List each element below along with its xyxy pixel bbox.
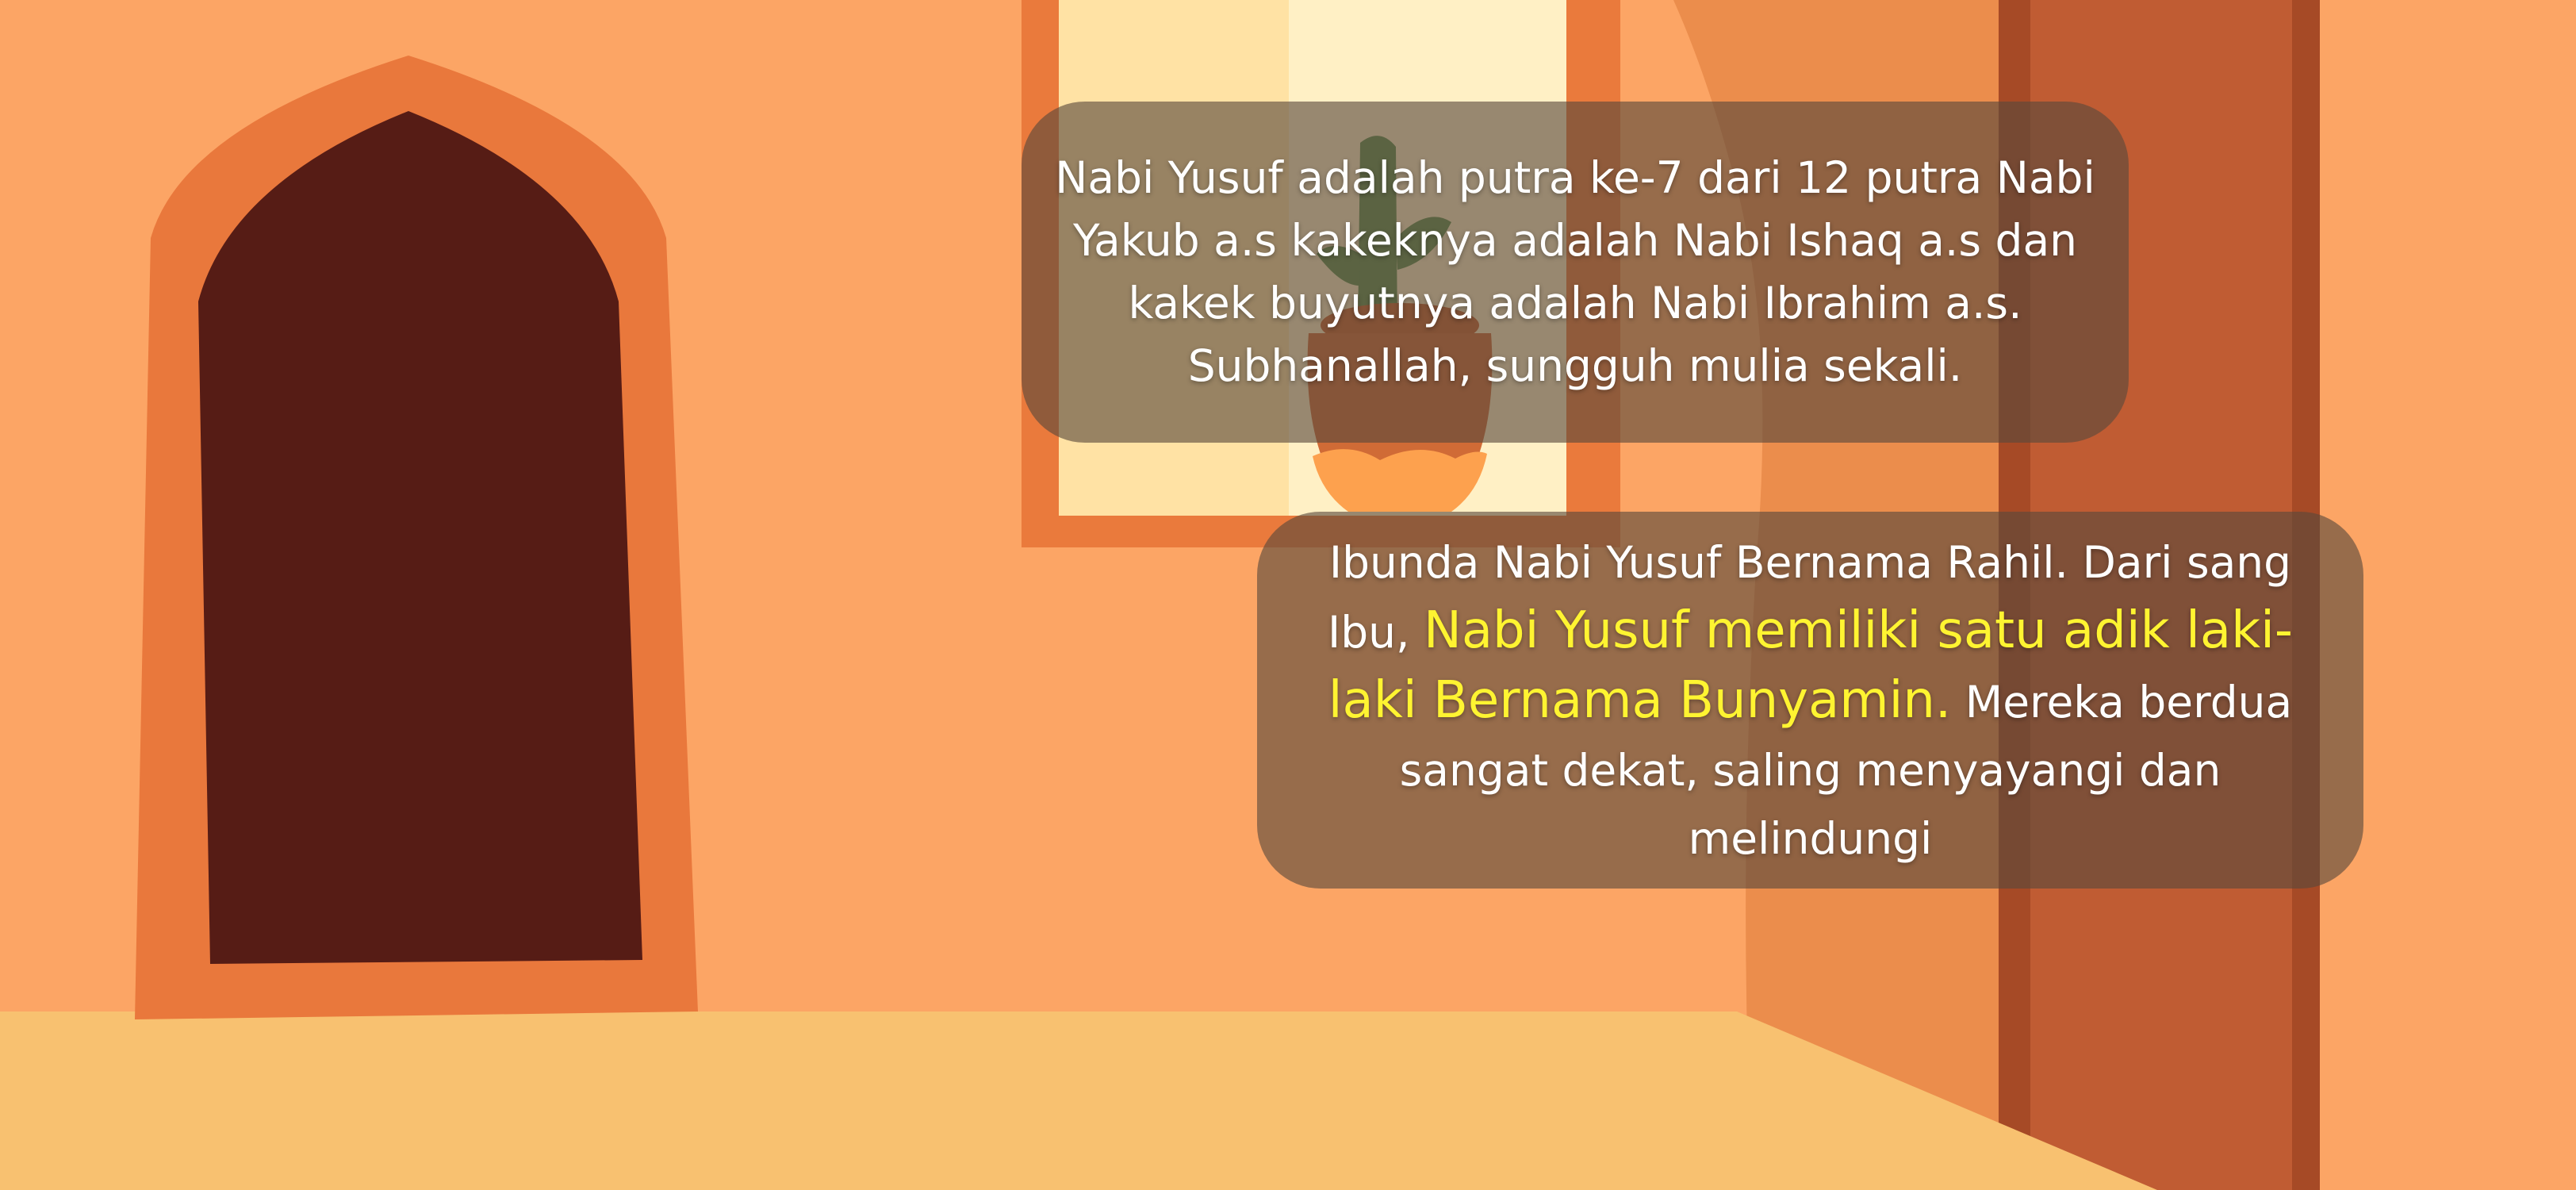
caption-2-paragraph bbox=[1297, 528, 2324, 873]
caption-2-tail: Mereka berdua sangat dekat, saling menyayangi dan melindungi bbox=[1399, 676, 2293, 864]
story-caption-1 bbox=[1022, 102, 2129, 443]
story-caption-2 bbox=[1257, 512, 2363, 889]
caption-1-text: Nabi Yusuf adalah putra ke-7 dari 12 putra Nabi Yakub a.s kakeknya adalah Nabi Ishaq a.s dan kakek buyutnya adalah Nabi Ibrahim a.s. Subhanallah, sungguh mulia sekali. bbox=[1055, 152, 2095, 391]
caption-2-lead: Ibunda Nabi Yusuf Bernama Rahil. Dari sang Ibu, bbox=[1327, 536, 2292, 658]
caption-2-highlight: Nabi Yusuf memiliki satu adik laki-laki Bernama Bunyamin. bbox=[1328, 601, 2294, 730]
door-interior bbox=[198, 111, 642, 964]
